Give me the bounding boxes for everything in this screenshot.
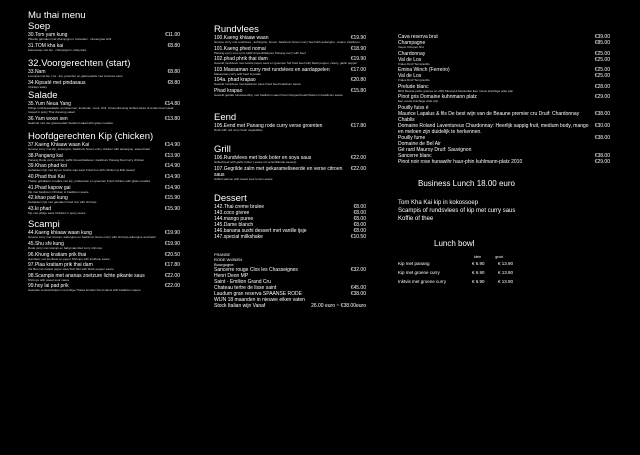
item-description: Gebakken rijst met garnalen Fried rice with shrimps [28,200,97,205]
item-name: 31.TOM kha kai [28,42,64,49]
item-name: Chardonnay [398,50,426,57]
item-name: Stock Italian wijn Vanaf [214,303,266,310]
item-price: €30.00 [594,122,610,129]
item-price: €29.00 [594,158,610,165]
item-description: Chicken satay [28,84,47,89]
item-price: €25.00 [594,73,610,80]
item-description: Panang Rode curry met kip, kaffir-limoenbladeren, basilicum Panang Red curry chicken [28,157,145,162]
item-price: €8.00 [353,210,366,217]
item-name: Pouilly fume [398,134,426,141]
item-name: Domaine Roland Laventureux Chardonnay: Heerlijk sappig fruit, medium body, mango en meloen zijn duidelijk te herkennen. [398,122,589,135]
item-price: €19.90 [164,230,180,237]
item-description: 80% Muscat petits graines en 20% Muscat d'Alexandrie Een mooie krachtige witte wijn [398,88,514,93]
bowl-name: Kip met panang [398,260,430,266]
item-description: Groene curry met kip, aubergine, basilicum Green curry chicken with aubergine ,sweet basil [28,147,150,152]
item-name: Prelude blanc [398,83,429,90]
item-price: €8.80 [167,42,180,49]
item-price: €8.00 [353,222,366,229]
item-name: 102.phad phrik thai dam [214,56,268,63]
item-name: 37.Kaeng Khiaaw waan Kai [28,142,90,149]
item-price: €38.00 [594,134,610,141]
item-name: 36.Yam woon sen [28,115,68,122]
item-price: €85.00 [594,40,610,46]
bowl-small-price: € 6.90 [472,269,485,275]
lunch-bowl-col-large: groot [495,254,504,259]
middle-column [214,0,366,309]
item-price: €10.50 [350,234,366,241]
wine-list-right [398,34,610,165]
item-name: 103.Massaman curry met rundvlees en aardappelen [214,66,330,73]
item-price: €32.00 [350,267,366,274]
item-name: 144.mango puree [214,216,254,223]
item-price: €17.80 [350,122,366,129]
item-description: Thaise gebakken noodles met kip, pindanoten en groenten Fried chicken with glass noodles [28,178,151,183]
item-name: 100.Kaeng khiaaw waan [214,35,269,41]
item-price: €14.90 [164,142,180,149]
item-name: 38.Pangang kai [28,152,63,159]
item-name: 105.Eend met Panang rode curry verse groenten [214,122,323,129]
lunch-bowl-table [398,259,610,286]
lunch-bowl-row [398,277,610,286]
item-price: €38.00 [594,152,610,159]
item-name: Sancerre blanc [398,152,432,159]
item-name: 101.Kaeng phed nomai [214,45,266,52]
item-description: Een mooie krachtige witte wijn [398,99,439,104]
wine-region-line: FRANSE [214,252,231,258]
item-description: Gewokte venusschelpen met pittige Thaise kruiden Fried clams with basilicum sauce [28,288,141,293]
item-price: €20.50 [164,251,180,258]
soep-heading: Soep [28,21,51,32]
item-description: Gewokt rundvlees met basilicum saus Fried beef basilicum sauce [214,82,301,87]
item-name: Pouilly fuiss é [398,104,429,111]
item-name: 97.Plaa kratiam prik thai dam [28,262,93,269]
item-price: €15.90 [164,205,180,212]
rund-heading: Rundvlees [214,24,259,35]
item-price: €39.00 [594,34,610,40]
left-column [28,0,180,294]
item-description: Seafood met vier glasnoedels Seafood salad with glass noodles [28,120,113,125]
right-column [398,34,610,286]
business-lunch-line: Tom Kha Kai kip in kokossoep [398,199,479,206]
item-description: Grilled beef with garlic butter ( sauce uit verschillende sauces) [214,160,297,165]
grill-list [214,155,366,181]
item-description: Massaman curry with beef & potato [214,71,262,76]
item-name: 43.ki phad [28,205,52,212]
item-price: €38.00 [350,291,366,298]
menu-item [398,111,610,117]
eend-list [214,123,366,133]
scampi-list [28,230,180,293]
business-lunch-line: Scampis of rundsvlees of kip met curry saus [398,207,516,214]
item-price: €25.00 [594,67,610,74]
item-price: €22.00 [350,165,366,172]
item-description: Pittige rundvleessalade, komkommer, koriander, munt, chili, citroendressing Grilled slices of tender beef steak tossed in spicy Thai dressing salad [28,106,174,114]
item-price: €22.00 [350,155,366,162]
item-price: €28.00 [594,83,610,90]
menu-item [398,159,610,165]
item-price: €8.80 [167,79,180,86]
item-price: €11.00 [165,32,180,38]
item-description: Pikante garnalen met champignon, koriander , citroengras chili [28,37,112,41]
item-price: €17.00 [350,66,366,73]
item-name: Val de Los [398,56,422,63]
menu-item [214,234,366,240]
item-name: Pinot noir rose hunawihr haur-phin kuhlmann-platz 2010 [398,158,523,165]
kip-list [28,142,180,215]
item-name: Sancerre rouge Clos les Chasseignes [214,267,298,274]
item-description: Kip met basilicum Chicken in basilicum sauce [28,189,89,194]
item-name: Cava reserva brut [398,34,438,40]
item-price: €22.00 [164,283,180,290]
item-name: WIJN 18 maanden in nieuwe eiken vaten [214,297,305,304]
item-name: Saint - Emilion Grand Cru [214,279,271,286]
item-name: 45.Shu shi kung [28,240,64,247]
item-price: €22.00 [164,272,180,279]
item-price: €14.90 [164,184,180,191]
item-name: Chateau tertre de lisse saint [214,285,277,292]
bowl-large-price: € 13.90 [498,269,514,275]
item-price: €13.90 [164,152,180,159]
item-price: €13.80 [164,115,180,122]
item-name: Phad krapao [214,87,243,94]
item-description: Groene curry met rundvlees , aubergine, bonen, basilicum Green curry beef with aubergine , beans, basilicum [214,40,360,44]
voorgerechten-heading: 32.Voorgerechten (start) [28,58,131,70]
rund-list [214,35,366,98]
bowl-name: Kip met groene curry [398,269,440,275]
soep-list [28,32,180,52]
item-price: €29.00 [594,94,610,101]
eend-heading: Eend [214,111,237,123]
item-price: €19.90 [350,35,366,41]
wine-region-line: RODE WIJNEN [214,257,242,263]
item-price: €14.80 [164,101,180,108]
item-price: €20.80 [350,77,366,84]
item-name: 96.Khung kratiam prik thai [28,251,87,258]
business-lunch-line: Koffie of thee [398,215,434,222]
item-price: 26.00 euro ~ €38.00euro [311,303,366,310]
dessert-heading: Dessert [214,193,247,205]
item-description: Frales Druif Tempranillo [398,78,430,83]
item-price: €25.00 [594,50,610,57]
item-price: €8.00 [353,204,366,211]
item-name: 143.coco givree [214,210,250,217]
item-name: 40.Phad thai Kai [28,173,65,180]
item-name: 34.Kipsaté met pindasaus [28,79,86,86]
lunch-bowl-row [398,268,610,277]
item-name: 106.Rundvlees met look boter en soya saus [214,155,312,162]
item-price: €38.00 [594,110,610,117]
item-name: 145.Dame blanch [214,222,254,229]
item-price: €45.00 [350,285,366,292]
item-name: 30.Tom yam kung [28,32,68,38]
business-lunch-lines [398,199,610,223]
item-description: Panang curry met rund, kaffir-limoenbladeren Panang curry with beef [214,50,306,55]
lunch-bowl-row [398,259,610,268]
item-description: Gebakken rijst met kip en zwarte soja saus Fried rice with chicken (a little sweet) [28,168,135,173]
item-description: Veuve Clicquot brut [398,45,425,49]
item-description: Grilled salmon with sweet sour lemon sauce [214,176,273,181]
grill-heading: Grill [214,144,231,156]
item-name: 35.Yum Neua Yang [28,101,71,108]
item-description: Loempia met kip | vis - kip, groenten en glasnoedels met zoetzure saus [28,74,123,79]
item-price: €19.90 [350,56,366,63]
item-name: 41.Phad kapow gai [28,184,71,191]
item-price: €14.90 [164,173,180,180]
item-name: Chablis [398,116,415,123]
item-name: Pinot gris Domaine kuhnmann platz [398,94,477,101]
item-name: Laudum gran reserva SPAANSE RODE [214,291,303,298]
menu-title: Mu thai menu [28,10,86,21]
bowl-large-price: € 13.90 [498,278,514,284]
item-price: €8.80 [167,69,180,76]
item-price: €25.00 [594,56,610,63]
lunch-bowl-col-small: klein [474,254,482,259]
item-price: €17.80 [164,262,180,269]
bowl-large-price: € 13.90 [498,260,514,266]
voorgerechten-list [28,69,180,89]
lunch-bowl-title: Lunch bowl [434,238,475,248]
item-name: Val de Los [398,73,422,80]
item-description: Frales Druif Tempranillo [398,61,430,66]
item-name: Champagne [398,40,426,46]
item-name: 104a. phad krapao [214,77,256,84]
menu-item [214,303,366,309]
item-description: Duck with red curry fresh vegetables [214,127,263,132]
item-name: Domaine de Bel Air [398,140,441,147]
item-name: 99.hoy lai pad prik [28,283,69,290]
bowl-name: Inktvis met groene curry [398,278,447,284]
item-name: 142.Thai creme brulee [214,204,265,211]
bowl-small-price: € 6.90 [472,260,485,266]
item-price: €8.00 [353,228,366,235]
item-name: 147.special milkshake [214,234,263,241]
item-description: Rode curry met scampi en babymais Red curry shrimps [28,245,102,250]
item-name: Emina Winch (Ferreiro) [398,67,450,74]
scampi-heading: Scampi [28,219,60,231]
item-name: Gé rard Mauroy Druif: Sauvignon [398,146,472,153]
item-price: €15.80 [350,87,366,94]
item-name: Maurice Lapalus & fils De best wijn van de Beaune premier cru Druif: Chardonnay [398,110,580,117]
item-description: Garnalen met knoflook en peper Shrimps with knoflook sauce [28,256,110,261]
menu-item [398,123,610,135]
item-price: €14.90 [164,163,180,170]
salade-list [28,101,180,125]
item-name: 98.Scampis met ananas zoetzure lichte pikante saus [28,272,145,279]
item-description: kokossoep met kip , champignon ,babymais [28,47,87,52]
salade-heading: Salade [28,90,58,102]
wine-list-mid [214,252,366,309]
item-description: Gewokt rundvlees met zwarte peper saus en groenten Stir fried beef with black pepper, celery, garlic pepper [214,61,358,66]
item-description: Groene curry met scampi, aubergine en basilicum Green curry with shrimps,aubergine and basil [28,235,156,240]
item-price: €8.00 [353,216,366,223]
item-description: Vis filet met zwarte peper saus Fish filet with black pepper sauce [28,267,114,272]
item-name: 42.khao pad kung [28,195,68,202]
hoofd-kip-heading: Hoofdgerechten Kip (chicken) [28,131,154,143]
item-name: 44.Kaeng khiaaw waan kung [28,230,92,237]
item-name: 107.Gegrilde zalm met gekarameliseerde en verse citroen saus [214,165,343,178]
item-price: €15.90 [164,195,180,202]
item-description: Gewokt gehakt rundvlees/kip, met basilicum saus Fried chopped beef/chicken in basilicum sauce [214,92,343,97]
item-description: Kip met pittige saus Chicken in spicy sauce [28,210,86,215]
item-name: 146.banana sushi dessert met vanille ijsje [214,228,307,235]
dessert-list [214,204,366,240]
item-price: €18.90 [350,45,366,52]
item-price: €19.90 [164,240,180,247]
item-name: 39.Khao phad koi [28,163,67,170]
wine-region-line: Bourgogne [214,262,234,268]
item-description: Shrimps with sweet sour sauce [28,277,70,282]
menu-item [214,166,366,178]
bowl-small-price: € 6.90 [472,278,485,284]
business-lunch-title: Business Lunch 18.00 euro [418,178,515,188]
item-name: 33.Nam [28,69,46,76]
item-name: Henri Deon MP [214,273,249,280]
